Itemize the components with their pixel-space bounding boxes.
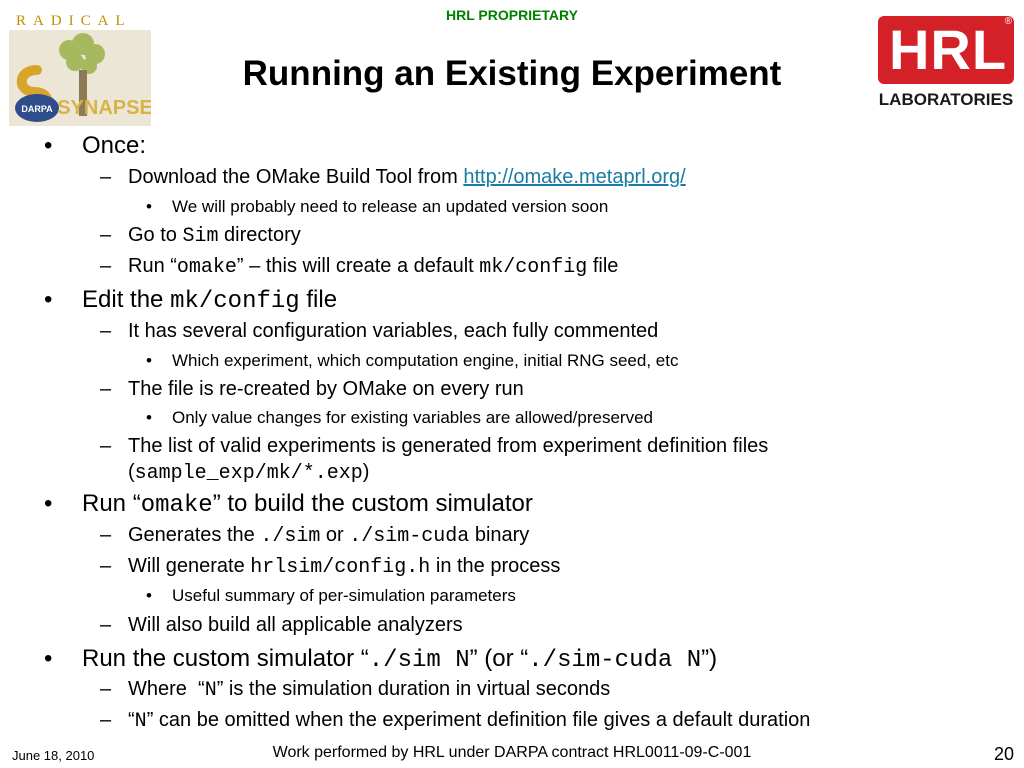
bullet-text: Download the OMake Build Tool from [128, 166, 464, 188]
bullet-text: Run “ [128, 255, 177, 277]
bullet-text: Only value changes for existing variables are allowed/preserved [172, 408, 653, 427]
dash-marker: – [100, 555, 112, 577]
bullet-text: The file is re-created by OMake on every run [128, 378, 524, 400]
bullet-text: Run the custom simulator “ [82, 645, 369, 672]
bullet-marker: • [44, 490, 53, 517]
bullet-marker: • [44, 132, 53, 159]
hrl-logo [876, 16, 1016, 112]
footer-date: June 18, 2010 [12, 748, 95, 763]
darpa-text: DARPA [21, 104, 53, 114]
bullet-text: or [320, 524, 350, 546]
logo-wordmark: RADICAL [16, 13, 132, 29]
code-text: omake [140, 492, 213, 519]
hrl-logo-text: HRL [888, 18, 1008, 81]
footer-contract-note: Work performed by HRL under DARPA contract HRL0011-09-C-001 [272, 744, 752, 761]
slide-title: Running an Existing Experiment [242, 54, 782, 93]
bullet-text: Run “ [82, 490, 141, 517]
synapse-logo [4, 6, 150, 122]
code-text: N [204, 679, 217, 702]
bullet-text: file [299, 286, 338, 313]
code-text: ./sim [260, 525, 321, 548]
bullet-text: ” to build the custom simulator [212, 490, 533, 517]
code-text: ./sim N [368, 647, 470, 674]
code-text: omake [176, 256, 237, 279]
code-text: hrlsim/config.h [250, 556, 431, 579]
bullet-text: ” can be omitted when the experiment definition file gives a default duration [146, 709, 811, 731]
bullet-marker: • [146, 351, 152, 370]
bullet-text: We will probably need to release an updated version soon [172, 197, 609, 216]
code-text: mk/config [479, 256, 588, 279]
hrl-logo-subtitle: LABORATORIES [878, 90, 1014, 109]
bullet-text: The list of valid experiments is generated from experiment definition files [128, 435, 769, 457]
bullet-text: Useful summary of per-simulation parameters [172, 586, 516, 605]
dash-marker: – [100, 166, 112, 188]
bullet-text: ” is the simulation duration in virtual seconds [216, 678, 611, 700]
bullet-marker: • [146, 586, 152, 605]
dash-marker: – [100, 709, 112, 731]
bullet-text: in the process [430, 555, 561, 577]
bullet-marker: • [44, 645, 53, 672]
bullet-text: ” – this will create a default [236, 255, 480, 277]
bullet-text: Will also build all applicable analyzers [128, 614, 463, 636]
bullet-text: ( [128, 461, 135, 483]
code-text: sample_exp/mk/*.exp [134, 462, 363, 485]
code-text: Sim [182, 225, 219, 248]
bullet-text: ) [362, 461, 370, 483]
code-text: mk/config [170, 288, 300, 315]
registered-mark: ® [1004, 16, 1012, 27]
code-text: N [134, 710, 147, 733]
bullet-text: It has several configuration variables, each fully commented [128, 320, 659, 342]
omake-link[interactable]: http://omake.metaprl.org/ [463, 166, 686, 188]
bullet-text: Where “ [128, 678, 205, 700]
synapse-text: SYNAPSE [57, 97, 151, 119]
code-text: ./sim-cuda N [528, 647, 702, 674]
dash-marker: – [100, 614, 112, 636]
dash-marker: – [100, 224, 112, 246]
bullet-text: Once: [82, 132, 147, 159]
list-item-continuation [128, 461, 369, 485]
dash-marker: – [100, 678, 112, 700]
bullet-text: ” (or “ [469, 645, 529, 672]
page-number: 20 [993, 744, 1014, 764]
logo-graphic [9, 30, 151, 126]
dash-marker: – [100, 320, 112, 342]
bullet-marker: • [44, 286, 53, 313]
dash-marker: – [100, 378, 112, 400]
bullet-text: binary [469, 524, 530, 546]
bullet-text: directory [218, 224, 301, 246]
code-text: ./sim-cuda [349, 525, 470, 548]
bullet-marker: • [146, 197, 152, 216]
dash-marker: – [100, 435, 112, 457]
bullet-text: Generates the [128, 524, 261, 546]
dash-marker: – [100, 255, 112, 277]
bullet-text: Edit the [82, 286, 171, 313]
hrl-logo-box [878, 16, 1014, 84]
proprietary-label: HRL PROPRIETARY [446, 7, 578, 23]
dash-marker: – [100, 524, 112, 546]
bullet-text: file [587, 255, 619, 277]
bullet-text: Which experiment, which computation engine, initial RNG seed, etc [172, 351, 679, 370]
bullet-text: Will generate [128, 555, 251, 577]
bullet-text: “ [128, 709, 135, 731]
bullet-text: ”) [701, 645, 718, 672]
bullet-text: Go to [128, 224, 183, 246]
bullet-marker: • [146, 408, 152, 427]
